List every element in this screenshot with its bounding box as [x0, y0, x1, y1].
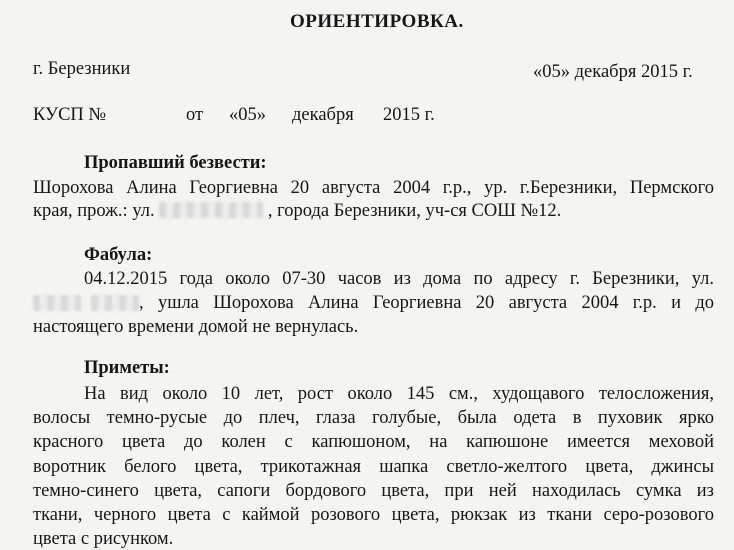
document-date: «05» декабря 2015 г.	[533, 62, 693, 82]
fabula-line-2-text: , ушла Шорохова Алина Георгиевна 20 августа 2004 г.р. и до	[139, 293, 714, 313]
city: г. Березники	[33, 59, 131, 79]
kusp-label: КУСП №	[33, 105, 107, 125]
missing-line-2-start: края, прож.: ул.	[33, 201, 155, 221]
signs-line-2: волосы темно-русые до плеч, глаза голубые, была одета в пуховик ярко	[33, 408, 714, 428]
document-title: ОРИЕНТИРОВКА.	[290, 11, 464, 32]
fabula-line-3: настоящего времени домой не вернулась.	[33, 317, 359, 337]
section-heading-fabula: Фабула:	[84, 245, 153, 265]
kusp-month: декабря	[292, 105, 354, 125]
fabula-line-2	[33, 292, 714, 314]
redacted-address-2	[91, 295, 139, 311]
missing-line-2-end: , города Березники, уч-ся СОШ №12.	[267, 201, 562, 221]
signs-line-1: На вид около 10 лет, рост около 145 см., худощавого телосложения,	[84, 384, 714, 404]
kusp-ot: от	[186, 105, 204, 125]
signs-line-3: красного цвета до колен с капюшоном, на капюшоне имеется меховой	[33, 432, 714, 452]
redacted-address-1	[33, 295, 81, 311]
kusp-day: «05»	[229, 105, 266, 125]
signs-line-7: цвета с рисунком.	[33, 529, 174, 549]
redacted-street	[159, 202, 263, 218]
signs-line-5: темно-синего цвета, сапоги бордового цвета, при ней находилась сумка из	[33, 481, 714, 501]
missing-line-2	[33, 200, 561, 222]
fabula-line-1: 04.12.2015 года около 07-30 часов из дома по адресу г. Березники, ул.	[84, 269, 714, 289]
section-heading-signs: Приметы:	[84, 358, 170, 378]
signs-line-6: ткани, черного цвета с каймой розового цвета, рюкзак из ткани серо-розового	[33, 505, 714, 525]
kusp-year: 2015 г.	[383, 105, 435, 125]
section-heading-missing: Пропавший безвести:	[84, 153, 267, 173]
signs-line-4: воротник белого цвета, трикотажная шапка светло-желтого цвета, джинсы	[33, 457, 714, 477]
missing-line-1: Шорохова Алина Георгиевна 20 августа 2004 г.р., ур. г.Березники, Пермского	[33, 178, 714, 198]
